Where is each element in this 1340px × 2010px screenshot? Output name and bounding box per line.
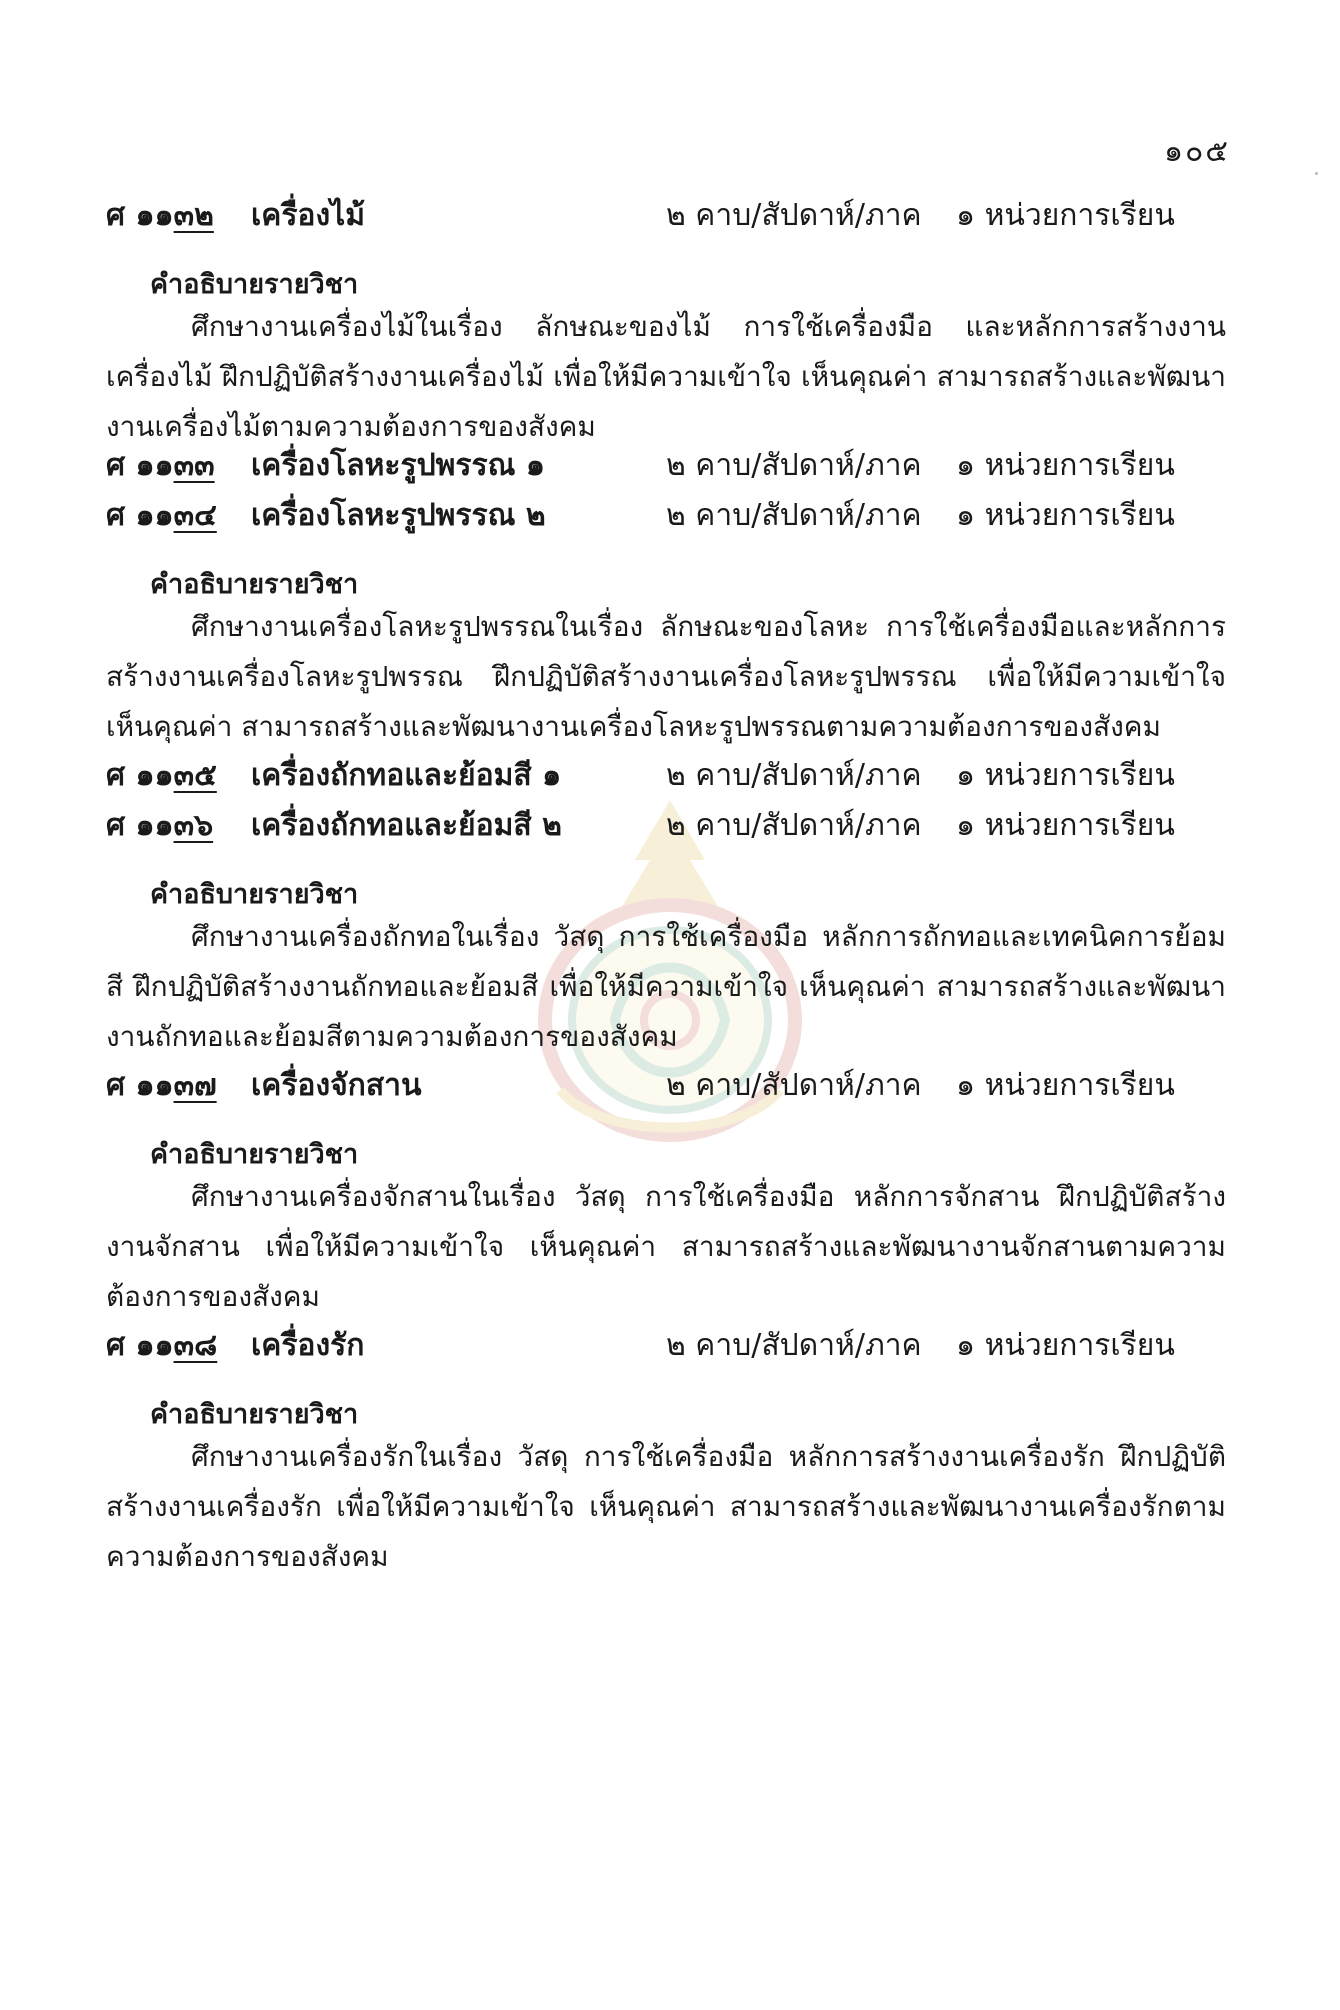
- course-code: ศ ๑๑๓๖: [106, 808, 214, 843]
- course-description: ศึกษางานเครื่องโลหะรูปพรรณในเรื่อง ลักษณะของโลหะ การใช้เครื่องมือและหลักการสร้างงานเครื่องโลหะรูปพรรณ ฝึกปฏิบัติสร้างงานเครื่องโลหะรูปพรรณ เพื่อให้มีความเข้าใจเห็นคุณค่า สามารถสร้างและพัฒนางานเครื่องโลหะรูปพรรณตามความต้องการของสังคม: [106, 610, 1226, 743]
- section-heading: คำอธิบายรายวิชา: [150, 1139, 359, 1170]
- course-hours: ๒ คาบ/สัปดาห์/ภาค: [666, 1068, 922, 1103]
- course-credits: ๑ หน่วยการเรียน: [956, 448, 1175, 483]
- course-code: ศ ๑๑๓๕: [106, 758, 217, 793]
- course-code: ศ ๑๑๓๔: [106, 498, 217, 533]
- course-name: เครื่องจักสาน: [251, 1068, 422, 1103]
- section-heading: คำอธิบายรายวิชา: [150, 1399, 359, 1430]
- course-row: [106, 192, 1186, 238]
- course-name: เครื่องโลหะรูปพรรณ ๒: [251, 498, 546, 533]
- course-row: [106, 752, 1186, 798]
- course-row: [106, 442, 1186, 488]
- course-hours: ๒ คาบ/สัปดาห์/ภาค: [666, 498, 922, 533]
- course-credits: ๑ หน่วยการเรียน: [956, 808, 1175, 843]
- course-hours: ๒ คาบ/สัปดาห์/ภาค: [666, 198, 922, 233]
- course-description: ศึกษางานเครื่องถักทอในเรื่อง วัสดุ การใช้เครื่องมือ หลักการถักทอและเทคนิคการย้อมสี ฝึกปฏิบัติสร้างงานถักทอและย้อมสี เพื่อให้มีความเข้าใจ เห็นคุณค่า สามารถสร้างและพัฒนางานถักทอและย้อมสีตามความต้องการของสังคม: [106, 920, 1226, 1053]
- course-name: เครื่องถักทอและย้อมสี ๑: [251, 758, 562, 793]
- course-credits: ๑ หน่วยการเรียน: [956, 198, 1175, 233]
- course-description: ศึกษางานเครื่องรักในเรื่อง วัสดุ การใช้เครื่องมือ หลักการสร้างงานเครื่องรัก ฝึกปฏิบัติสร้างงานเครื่องรัก เพื่อให้มีความเข้าใจ เห็นคุณค่า สามารถสร้างและพัฒนางานเครื่องรักตามความต้องการของสังคม: [106, 1440, 1226, 1573]
- course-hours: ๒ คาบ/สัปดาห์/ภาค: [666, 1328, 922, 1363]
- course-name: เครื่องรัก: [251, 1328, 365, 1363]
- course-name: เครื่องถักทอและย้อมสี ๒: [251, 808, 562, 843]
- page-number: ๑๐๕: [1163, 134, 1230, 169]
- course-row: [106, 1062, 1186, 1108]
- course-credits: ๑ หน่วยการเรียน: [956, 498, 1175, 533]
- course-row: [106, 802, 1186, 848]
- course-code: ศ ๑๑๓๒: [106, 198, 214, 233]
- course-name: เครื่องโลหะรูปพรรณ ๑: [251, 448, 545, 483]
- course-hours: ๒ คาบ/สัปดาห์/ภาค: [666, 758, 922, 793]
- course-name: เครื่องไม้: [251, 198, 365, 233]
- course-description: ศึกษางานเครื่องจักสานในเรื่อง วัสดุ การใช้เครื่องมือ หลักการจักสาน ฝึกปฏิบัติสร้างงานจักสาน เพื่อให้มีความเข้าใจ เห็นคุณค่า สามารถสร้างและพัฒนางานจักสานตามความต้องการของสังคม: [106, 1180, 1226, 1313]
- section-heading: คำอธิบายรายวิชา: [150, 269, 359, 300]
- course-code: ศ ๑๑๓๓: [106, 448, 215, 483]
- course-hours: ๒ คาบ/สัปดาห์/ภาค: [666, 808, 922, 843]
- scan-dot: [1315, 172, 1318, 175]
- section-heading: คำอธิบายรายวิชา: [150, 569, 359, 600]
- course-hours: ๒ คาบ/สัปดาห์/ภาค: [666, 448, 922, 483]
- course-credits: ๑ หน่วยการเรียน: [956, 1328, 1175, 1363]
- course-credits: ๑ หน่วยการเรียน: [956, 1068, 1175, 1103]
- course-code: ศ ๑๑๓๗: [106, 1068, 217, 1103]
- course-row: [106, 492, 1186, 538]
- section-heading: คำอธิบายรายวิชา: [150, 879, 359, 910]
- course-credits: ๑ หน่วยการเรียน: [956, 758, 1175, 793]
- course-row: [106, 1322, 1186, 1368]
- course-code: ศ ๑๑๓๘: [106, 1328, 218, 1363]
- course-description: ศึกษางานเครื่องไม้ในเรื่อง ลักษณะของไม้ การใช้เครื่องมือ และหลักการสร้างงานเครื่องไม้ ฝึกปฏิบัติสร้างงานเครื่องไม้ เพื่อให้มีความเข้าใจ เห็นคุณค่า สามารถสร้างและพัฒนางานเครื่องไม้ตามความต้องการของสังคม: [106, 310, 1226, 443]
